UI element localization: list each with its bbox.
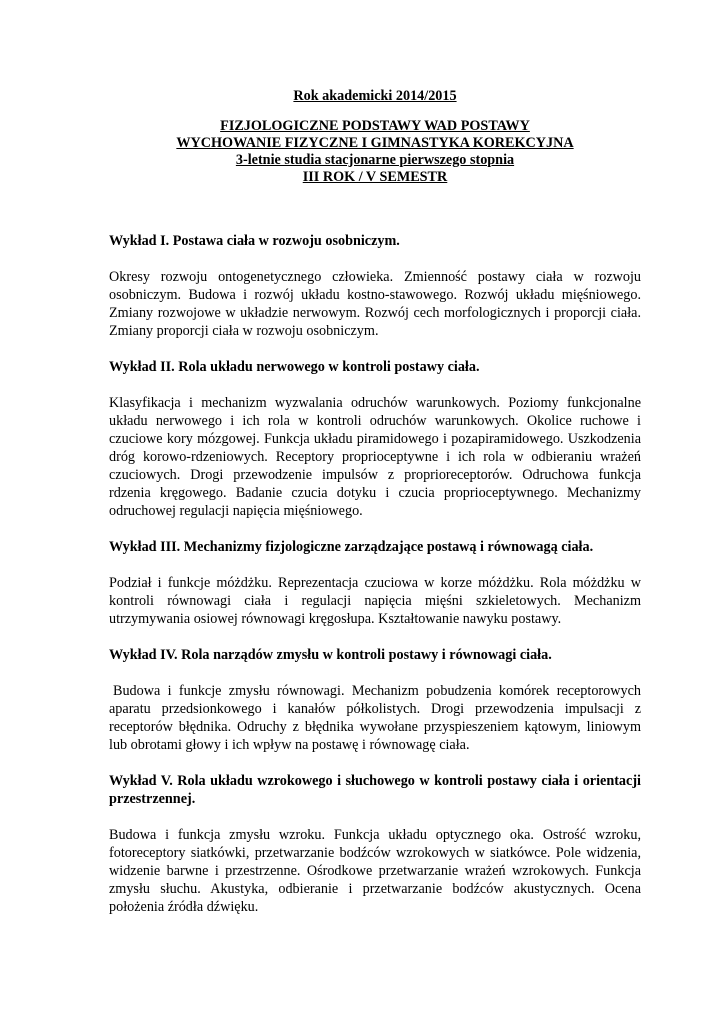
lecture-title: Wykład I. Postawa ciała w rozwoju osobniczym. bbox=[109, 233, 400, 249]
lecture-text: Budowa i funkcja zmysłu wzroku. Funkcja układu optycznego oka. Ostrość wzroku, fotoreceptory siatkówki, przetwarzanie bodźców wzrokowych w siatkówce. Pole widzenia, widzenie barwne i przestrzenne. Ośrodkowe przetwarzanie wrażeń wzrokowych. Funkcja zmysłu słuchu. Akustyka, odbieranie i przetwarzanie bodźców akustycznych. Ocena położenia źródła dźwięku. bbox=[109, 827, 641, 915]
lecture-text: Okresy rozwoju ontogenetycznego człowieka. Zmienność postawy ciała w rozwoju osobniczym. Budowa i rozwój układu kostno-stawowego. Rozwój układu mięśniowego. Zmiany rozwojowe w układzie nerwowym. Rozwój cech morfologicznych i proporcji ciała. Zmiany proporcji ciała w rozwoju osobniczym. bbox=[109, 269, 641, 339]
lecture-section bbox=[109, 358, 641, 520]
lecture-title: Wykład III. Mechanizmy fizjologiczne zarządzające postawą i równowagą ciała. bbox=[109, 539, 594, 555]
course-title-line-1: FIZJOLOGICZNE PODSTAWY WAD POSTAWY bbox=[220, 118, 530, 134]
semester: III ROK / V SEMESTR bbox=[302, 169, 448, 185]
lecture-title: Wykład IV. Rola narządów zmysłu w kontroli postawy i równowagi ciała. bbox=[109, 647, 552, 663]
lecture-text: Klasyfikacja i mechanizm wyzwalania odruchów warunkowych. Poziomy funkcjonalne układu nerwowego i ich rola w kontroli odruchów warunkowych. Okolice ruchowe i czuciowe kory mózgowej. Funkcja układu piramidowego i pozapiramidowego. Uszkodzenia dróg korowo-rdzeniowych. Receptory proprioceptywne i ich rola w odbieraniu wrażeń czuciowych. Drogi przewodzenie impulsów z proprioreceptorów. Odruchowa funkcja rdzenia kręgowego. Badanie czucia dotyku i czucia proprioceptywnego. Mechanizmy odruchowej regulacji napięcia mięśniowego. bbox=[109, 395, 641, 519]
lecture-title: Wykład II. Rola układu nerwowego w kontroli postawy ciała. bbox=[109, 359, 480, 375]
lecture-section bbox=[109, 538, 641, 628]
study-type: 3-letnie studia stacjonarne pierwszego stopnia bbox=[235, 152, 515, 168]
lecture-title: Wykład V. Rola układu wzrokowego i słuchowego w kontroli postawy ciała i orientacji przestrzennej. bbox=[109, 773, 641, 807]
document-header bbox=[109, 88, 641, 186]
lecture-section bbox=[109, 646, 641, 754]
lecture-section bbox=[109, 232, 641, 340]
header-spacer bbox=[109, 105, 641, 118]
course-title-line-2: WYCHOWANIE FIZYCZNE I GIMNASTYKA KOREKCYJNA bbox=[176, 135, 574, 151]
lecture-text: Budowa i funkcje zmysłu równowagi. Mechanizm pobudzenia komórek receptorowych aparatu przedsionkowego i kanałów półkolistych. Drogi przewodzenia impulsacji z receptorów błędnika. Odruchy z błędnika wywołane przyspieszeniem kątowym, liniowym lub obrotami głowy i ich wpływ na postawę i równowagę ciała. bbox=[109, 683, 641, 753]
lecture-text: Podział i funkcje móżdżku. Reprezentacja czuciowa w korze móżdżku. Rola móżdżku w kontroli równowagi ciała i regulacji napięcia mięśni szkieletowych. Mechanizm utrzymywania osiowej równowagi kręgosłupa. Kształtowanie nawyku postawy. bbox=[109, 575, 641, 627]
document-body bbox=[109, 232, 641, 934]
academic-year: Rok akademicki 2014/2015 bbox=[293, 88, 457, 104]
lecture-section bbox=[109, 772, 641, 916]
